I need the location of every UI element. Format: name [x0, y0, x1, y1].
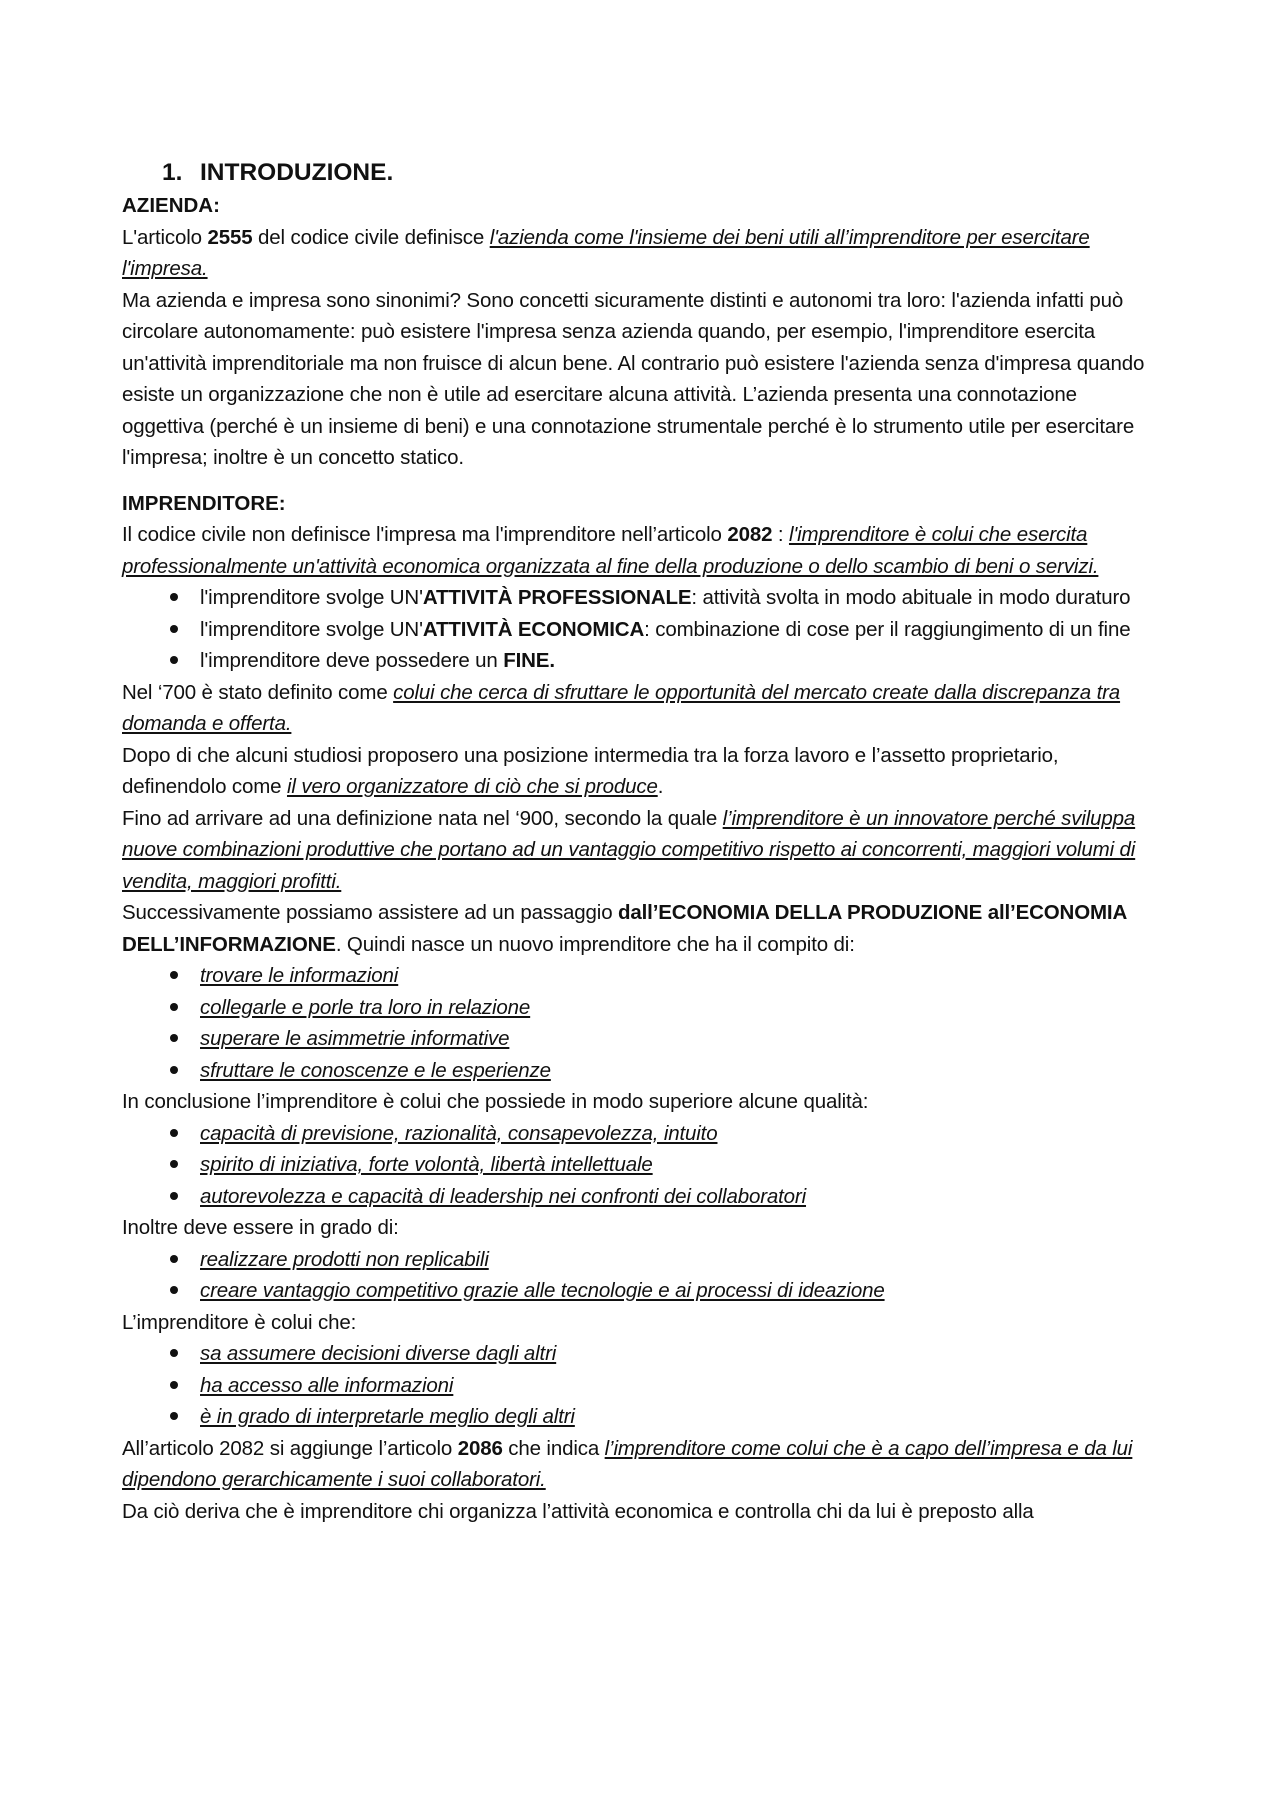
underlined-text: collegarle e porle tra loro in relazione [200, 995, 531, 1019]
abilities-list [122, 1244, 1160, 1307]
text-run: del codice civile definisce [252, 225, 490, 249]
list-item [200, 582, 1160, 614]
list-item [200, 645, 1160, 677]
list-item [200, 1401, 1160, 1433]
paragraph-successivamente [122, 897, 1160, 960]
underlined-text: sfruttare le conoscenze e le esperienze [200, 1058, 551, 1082]
text-run: : attività svolta in modo abituale in modo duraturo [691, 586, 1131, 609]
text-run: Il codice civile non definisce l'impresa ma l'imprenditore nell’articolo [122, 523, 728, 546]
imprenditore-title: IMPRENDITORE: [122, 491, 286, 515]
paragraph-conclusione: In conclusione l’imprenditore è colui che possiede in modo superiore alcune qualità: [122, 1090, 869, 1113]
paragraph-2086 [122, 1433, 1160, 1496]
underlined-text: colui che cerca di sfruttare le opportunità del mercato create dalla discrepanza tra domanda e offerta. [122, 680, 1121, 735]
underlined-text: trovare le informazioni [200, 964, 399, 987]
text-run: l'imprenditore svolge UN' [200, 586, 423, 609]
underlined-text: capacità di previsione, razionalità, consapevolezza, intuito [200, 1121, 718, 1145]
paragraph-900 [122, 803, 1160, 898]
underlined-text: l’imprenditore è un innovatore perché sviluppa nuove combinazioni produttive che portano ad un vantaggio competitivo rispetto ai concorrenti, maggiori volumi di vendita, maggiori profitti. [122, 806, 1136, 893]
list-item [200, 992, 1160, 1024]
text-run: L'articolo [122, 225, 208, 249]
paragraph-last: Da ciò deriva che è imprenditore chi organizza l’attività economica e controlla chi da lui è preposto alla [122, 1499, 1034, 1523]
bold-term: dall’ECONOMIA DELLA PRODUZIONE all’ECONOMIA DELL’INFORMAZIONE [122, 901, 1127, 956]
imprenditore-definition [122, 519, 1160, 582]
paragraph-inoltre: Inoltre deve essere in grado di: [122, 1216, 399, 1239]
underlined-text: ha accesso alle informazioni [200, 1373, 454, 1397]
list-item [200, 1370, 1160, 1402]
text-run: . [657, 775, 664, 798]
underlined-text: sa assumere decisioni diverse dagli altri [200, 1342, 557, 1365]
traits-list [122, 1338, 1160, 1433]
text-run: l'imprenditore svolge UN' [200, 617, 423, 641]
text-run: : combinazione di cose per il raggiungimento di un fine [644, 617, 1131, 641]
underlined-definition: l'imprenditore è colui che esercita professionalmente un'attività economica organizzata al fine della produzione o dello scambio di beni o servizi. [122, 523, 1099, 578]
underlined-definition: l'azienda come l'insieme dei beni utili all’imprenditore per esercitare l'impresa. [122, 225, 1090, 280]
text-run: Successivamente possiamo assistere ad un passaggio [122, 901, 619, 924]
text-run: Dopo di che alcuni studiosi proposero una posizione intermedia tra la forza lavoro e l’assetto proprietario, definendolo come [122, 743, 1059, 798]
list-item [200, 1181, 1160, 1213]
tasks-list [122, 960, 1160, 1086]
azienda-definition [122, 222, 1160, 285]
list-item [200, 960, 1160, 992]
bold-term: FINE. [503, 649, 555, 672]
list-item [200, 1338, 1160, 1370]
article-number: 2082 [727, 523, 773, 546]
underlined-text: realizzare prodotti non replicabili [200, 1247, 489, 1271]
text-run: : [772, 523, 789, 546]
section-heading [162, 156, 1160, 190]
list-item [200, 1149, 1160, 1181]
list-item [200, 1275, 1160, 1307]
underlined-text: è in grado di interpretarle meglio degli altri [200, 1405, 575, 1428]
characteristics-list [122, 582, 1160, 677]
underlined-text: autorevolezza e capacità di leadership nei confronti dei collaboratori [200, 1184, 807, 1208]
spacer [122, 474, 1160, 488]
text-run: . Quindi nasce un nuovo imprenditore che ha il compito di: [335, 932, 855, 956]
text-run: che indica [502, 1436, 605, 1460]
section-title: INTRODUZIONE. [200, 159, 394, 186]
paragraph-dopo [122, 740, 1160, 803]
list-item [200, 1118, 1160, 1150]
underlined-text: l’imprenditore come colui che è a capo dell’impresa e da lui dipendono gerarchicamente i suoi collaboratori. [122, 1436, 1133, 1491]
list-item [200, 1055, 1160, 1087]
list-item [200, 1023, 1160, 1055]
underlined-text: il vero organizzatore di ciò che si produce [286, 775, 658, 798]
underlined-text: spirito di iniziativa, forte volontà, libertà intellettuale [200, 1153, 653, 1176]
text-run: Fino ad arrivare ad una definizione nata nel ‘900, secondo la quale [122, 806, 723, 830]
bold-term: ATTIVITÀ PROFESSIONALE [422, 586, 692, 609]
article-number: 2086 [457, 1436, 503, 1460]
underlined-text: superare le asimmetrie informative [200, 1027, 510, 1050]
underlined-text: creare vantaggio competitivo grazie alle tecnologie e ai processi di ideazione [200, 1279, 885, 1302]
list-item [200, 614, 1160, 646]
text-run: Nel ‘700 è stato definito come [122, 680, 394, 704]
text-run: All’articolo 2082 si aggiunge l’articolo [122, 1436, 458, 1460]
text-run: l'imprenditore deve possedere un [200, 649, 504, 672]
bold-term: ATTIVITÀ ECONOMICA [422, 617, 645, 641]
list-item [200, 1244, 1160, 1276]
azienda-title: AZIENDA: [122, 194, 220, 217]
paragraph-700 [122, 677, 1160, 740]
qualities-list [122, 1118, 1160, 1213]
paragraph-colui: L’imprenditore è colui che: [122, 1310, 357, 1334]
section-number: 1. [162, 159, 183, 186]
azienda-paragraph: Ma azienda e impresa sono sinonimi? Sono concetti sicuramente distinti e autonomi tra loro: l'azienda infatti può circolare autonomamente: può esistere l'impresa senza azienda quando, per esempio, l'imprenditore esercita un'attività imprenditoriale ma non fruisce di alcun bene. Al contrario può esistere l'azienda senza d'impresa quando esiste un organizzazione che non è utile ad esercitare alcuna attività. L’azienda presenta una connotazione oggettiva (perché è un insieme di beni) e una connotazione strumentale perché è lo strumento utile per esercitare l'impresa; inoltre è un concetto statico. [122, 288, 1145, 469]
article-number: 2555 [207, 225, 253, 249]
